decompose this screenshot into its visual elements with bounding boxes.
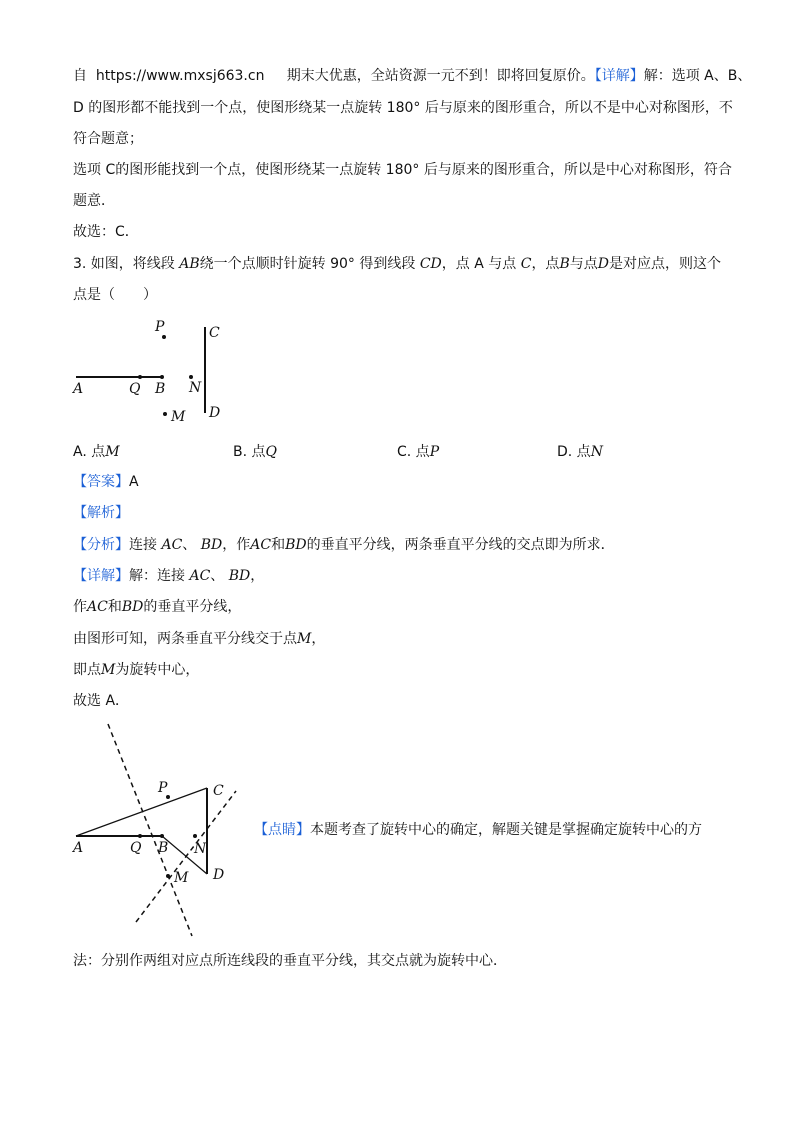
- fenxi-line: 【分析】连接 AC、 BD，作AC和BD的垂直平分线，两条垂直平分线的交点即为所求．: [73, 537, 615, 553]
- point-b-dot: [160, 834, 164, 838]
- answer-line: [73, 472, 139, 492]
- label-c: C: [209, 325, 220, 341]
- detail-tag: 【详解】: [594, 68, 644, 84]
- label-p: P: [155, 319, 165, 335]
- prev-line4: 选项 C的图形能找到一个点，使图形绕某一点旋转 180° 后与原来的图形重合，所以是中心对称图形，符合: [73, 162, 732, 178]
- label-c: C: [213, 783, 224, 799]
- point-m-dot: [163, 412, 167, 416]
- label-d: D: [213, 867, 225, 883]
- xiangjie-line5: 故选 A．: [73, 693, 130, 709]
- option-a[interactable]: A. 点M: [73, 444, 120, 460]
- label-b: B: [158, 840, 169, 856]
- point-n-dot: [193, 834, 197, 838]
- segment-ac: [76, 788, 207, 836]
- answer-tag: 【答案】: [73, 474, 129, 490]
- point-b-dot: [160, 375, 164, 379]
- header-prefix: 自: [73, 68, 87, 84]
- prev-line2: D 的图形都不能找到一个点，使图形绕某一点旋转 180° 后与原来的图形重合，所以不是中心对称图形，不: [73, 100, 733, 116]
- point-q-dot: [138, 834, 142, 838]
- xiangjie-line4: 即点M为旋转中心，: [73, 662, 200, 678]
- header-url[interactable]: https://www.mxsj663.cn: [95, 68, 265, 84]
- xiangjie-line2: 作AC和BD的垂直平分线，: [73, 599, 242, 615]
- point-p-dot: [162, 335, 166, 339]
- point-m-dot: [166, 874, 170, 878]
- option-b[interactable]: B. 点Q: [233, 444, 277, 460]
- solution-figure: [66, 718, 251, 943]
- dianjing-line2: 法：分别作两组对应点所连线段的垂直平分线，其交点就为旋转中心．: [73, 953, 507, 969]
- label-m: M: [174, 870, 189, 886]
- analysis-tag: 【解析】: [73, 505, 129, 521]
- question-line2: 点是（ ）: [73, 287, 157, 303]
- xiangjie-line1: 【详解】解：连接 AC、 BD，: [73, 568, 265, 584]
- prev-line1: 解：选项 A、B、: [643, 68, 752, 84]
- xiangjie-line3: 由图形可知，两条垂直平分线交于点M，: [73, 631, 326, 647]
- answer-value: A: [129, 474, 139, 490]
- prev-line3: 符合题意；: [73, 131, 143, 147]
- label-q: Q: [129, 381, 141, 397]
- prev-line5: 题意．: [73, 193, 115, 209]
- question-line1: 3. 如图，将线段 AB绕一个点顺时针旋转 90° 得到线段 CD，点 A 与点 C，点B与点D是对应点，则这个: [73, 256, 721, 272]
- label-a: A: [73, 840, 84, 856]
- segment-cd: CD: [419, 256, 442, 272]
- label-q: Q: [130, 840, 142, 856]
- dianjing-line1: 【点睛】本题考查了旋转中心的确定，解题关键是掌握确定旋转中心的方: [254, 822, 702, 838]
- header-line: [73, 66, 751, 86]
- option-d[interactable]: D. 点N: [557, 444, 603, 460]
- label-d: D: [209, 405, 221, 421]
- label-m: M: [171, 409, 186, 425]
- question-figure: [66, 315, 246, 430]
- point-q-dot: [138, 375, 142, 379]
- segment-ab: AB: [179, 256, 200, 272]
- label-p: P: [158, 780, 168, 796]
- header-promo: 期末大优惠，全站资源一元不到！即将回复原价。: [286, 68, 595, 84]
- label-b: B: [155, 381, 166, 397]
- point-n-dot: [189, 375, 193, 379]
- label-a: A: [73, 381, 84, 397]
- option-c[interactable]: C. 点P: [397, 444, 440, 460]
- prev-line6: 故选：C．: [73, 224, 139, 240]
- label-n: N: [194, 841, 207, 857]
- dianjing-tag: 【点睛】: [254, 822, 310, 838]
- label-n: N: [189, 380, 202, 396]
